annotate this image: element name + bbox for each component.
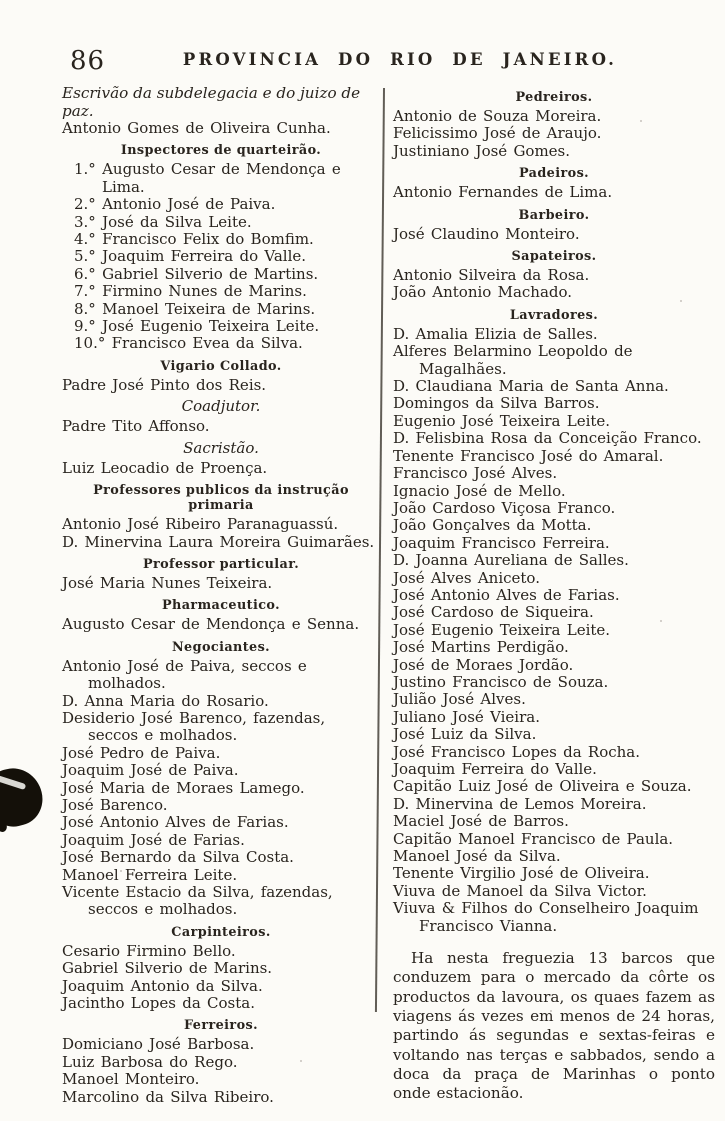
section-header: Vigario Collado. [160, 358, 282, 374]
right-column [393, 84, 715, 1103]
directory-entry: José Eugenio Teixeira Leite. [393, 620, 611, 639]
directory-entry: Francisco José Alves. [393, 464, 558, 483]
directory-entry: Ignacio José de Mello. [393, 481, 566, 500]
directory-entry: Juliano José Vieira. [393, 707, 540, 726]
directory-entry: Tenente Virgilio José de Oliveira. [393, 864, 650, 883]
directory-entry: Marcolino da Silva Ribeiro. [62, 1087, 274, 1106]
directory-entry: Eugenio José Teixeira Leite. [393, 411, 611, 430]
directory-entry: José Antonio Alves de Farias. [393, 585, 620, 604]
directory-entry: Padre Tito Affonso. [62, 417, 210, 436]
directory-entry-numbered: 8.° Manoel Teixeira de Marins. [74, 299, 316, 318]
directory-entry: Viuva & Filhos do Conselheiro Joaquim Francisco Vianna. [393, 899, 699, 935]
directory-entry: Desiderio José Barenco, fazendas, seccos e molhados. [62, 708, 326, 745]
directory-entry: Justino Francisco de Souza. [393, 672, 609, 691]
directory-entry: José de Moraes Jordão. [393, 655, 574, 674]
directory-entry: Manoel Ferreira Leite. [62, 865, 238, 884]
directory-entry: D. Claudiana Maria de Santa Anna. [393, 377, 669, 396]
directory-entry-numbered: 9.° José Eugenio Teixeira Leite. [74, 317, 320, 336]
directory-entry: D. Joanna Aureliana de Salles. [393, 551, 629, 570]
directory-entry-numbered: 2.° Antonio José de Paiva. [74, 195, 276, 214]
directory-entry: José Barenco. [62, 795, 168, 814]
section-header: Ferreiros. [184, 1018, 258, 1034]
directory-entry: José Antonio Alves de Farias. [62, 813, 289, 832]
section-header-italic: Coadjutor. [181, 397, 261, 416]
directory-entry: Antonio de Souza Moreira. [393, 107, 602, 125]
directory-entry-numbered: 5.° Joaquim Ferreira do Valle. [74, 247, 307, 266]
directory-entry: João Antonio Machado. [393, 283, 573, 302]
directory-entry: D. Anna Maria do Rosario. [62, 691, 269, 710]
directory-entry: José Martins Perdigão. [393, 638, 569, 657]
section-header: Negociantes. [171, 639, 271, 655]
directory-entry: Capitão Manoel Francisco de Paula. [393, 829, 674, 848]
directory-entry: Domingos da Silva Barros. [393, 394, 600, 413]
directory-entry-numbered: 1.° Augusto Cesar de Mendonça e Lima. [74, 160, 341, 196]
directory-entry: Viuva de Manoel da Silva Victor. [393, 881, 647, 900]
directory-entry: Gabriel Silverio de Marins. [62, 959, 273, 978]
directory-entry: José Francisco Lopes da Rocha. [393, 742, 641, 761]
directory-entry: João Cardoso Viçosa Franco. [393, 498, 616, 517]
directory-entry: Padre José Pinto dos Reis. [62, 375, 267, 394]
section-header: Lavradores. [509, 307, 599, 323]
running-head-title: PROVINCIA DO RIO DE JANEIRO. [182, 50, 618, 69]
directory-entry: Augusto Cesar de Mendonça e Senna. [62, 615, 360, 634]
page-number: 86 [70, 46, 106, 76]
directory-entry: Antonio Fernandes de Lima. [393, 183, 613, 202]
directory-entry: Antonio José Ribeiro Paranaguassú. [62, 515, 339, 534]
directory-entry: Antonio José de Paiva, seccos e molhados. [62, 656, 307, 693]
section-header: Professor particular. [142, 556, 300, 572]
directory-entry: João Gonçalves da Motta. [393, 516, 592, 535]
directory-entry: Vicente Estacio da Silva, fazendas, seccos e molhados. [62, 883, 333, 919]
section-header: Pedreiros. [515, 90, 593, 105]
directory-entry-numbered: 10.° Francisco Evea da Silva. [74, 334, 303, 353]
directory-entry: Justiniano José Gomes. [393, 141, 571, 160]
directory-entry: Joaquim José de Paiva. [62, 761, 239, 780]
section-header: Barbeiro. [518, 207, 590, 223]
directory-entry: Manoel Monteiro. [62, 1070, 200, 1089]
directory-entry: José Alves Aniceto. [393, 568, 540, 587]
section-header: Sapateiros. [511, 249, 597, 265]
directory-entry: José Pedro de Paiva. [62, 743, 221, 762]
directory-entry: Joaquim José de Farias. [62, 830, 245, 849]
directory-entry: D. Felisbina Rosa da Conceição Franco. [393, 429, 702, 448]
directory-entry: Felicissimo José de Araujo. [393, 124, 602, 143]
directory-entry: Cesario Firmino Bello. [62, 941, 236, 960]
directory-entry: Joaquim Antonio da Silva. [62, 976, 263, 995]
directory-entry: Jacintho Lopes da Costa. [62, 994, 255, 1013]
directory-entry: Antonio Gomes de Oliveira Cunha. [62, 119, 331, 137]
directory-entry: D. Amalia Elizia de Salles. [393, 324, 598, 343]
directory-entry-numbered: 3.° José da Silva Leite. [74, 212, 252, 231]
directory-entry-numbered: 4.° Francisco Felix do Bomfim. [74, 230, 314, 249]
directory-entry: José Luiz da Silva. [393, 725, 537, 744]
directory-entry: Alferes Belarmino Leopoldo de Magalhães. [393, 342, 633, 378]
directory-entry: José Maria de Moraes Lamego. [62, 778, 305, 797]
directory-entry: Julião José Alves. [393, 690, 526, 709]
section-header: Padeiros. [518, 166, 590, 182]
directory-entry: Antonio Silveira da Rosa. [393, 266, 590, 285]
directory-entry: José Bernardo da Silva Costa. [62, 848, 294, 867]
directory-entry: Luiz Barbosa do Rego. [62, 1052, 238, 1071]
section-header: Pharmaceutico. [162, 598, 280, 614]
ink-blot [0, 762, 48, 831]
left-column [62, 84, 380, 1106]
directory-entry: Maciel José de Barros. [393, 812, 569, 831]
directory-entry-numbered: 6.° Gabriel Silverio de Martins. [74, 264, 319, 283]
section-header-italic: Sacristão. [183, 438, 259, 457]
directory-entry: José Maria Nunes Teixeira. [62, 573, 273, 592]
directory-entry-numbered: 7.° Firmino Nunes de Marins. [74, 282, 307, 301]
directory-entry: Luiz Leocadio de Proença. [62, 458, 268, 477]
directory-entry: José Claudino Monteiro. [393, 224, 580, 243]
closing-paragraph: Ha nesta freguezia 13 barcos que conduzem para o mercado da côrte os productos da lavoura, os quaes fazem as viagens ás vezes em menos de 24 horas, partindo ás segundas e sextas-feiras e voltando nas terças e sabbados, sendo a doca da praça de Marinhas o ponto onde estacionão. [393, 949, 715, 1103]
directory-entry: D. Minervina Laura Moreira Guimarães. [62, 532, 375, 551]
directory-entry: José Cardoso de Siqueira. [393, 603, 594, 622]
directory-entry: Capitão Luiz José de Oliveira e Souza. [393, 777, 692, 796]
directory-entry: Manoel José da Silva. [393, 847, 561, 866]
section-header: Professores publicos da instrução primaria [93, 483, 349, 514]
directory-entry: D. Minervina de Lemos Moreira. [393, 794, 647, 813]
directory-entry: Domiciano José Barbosa. [62, 1035, 255, 1054]
directory-entry: Joaquim Francisco Ferreira. [393, 533, 610, 552]
section-header: Carpinteiros. [171, 924, 271, 940]
directory-entry: Tenente Francisco José do Amaral. [393, 446, 664, 465]
section-header: Inspectores de quarteirão. [120, 143, 322, 159]
directory-entry: Joaquim Ferreira do Valle. [393, 760, 597, 778]
italic-subtitle: Escrivão da subdelegacia e do juizo de paz. [62, 84, 361, 120]
